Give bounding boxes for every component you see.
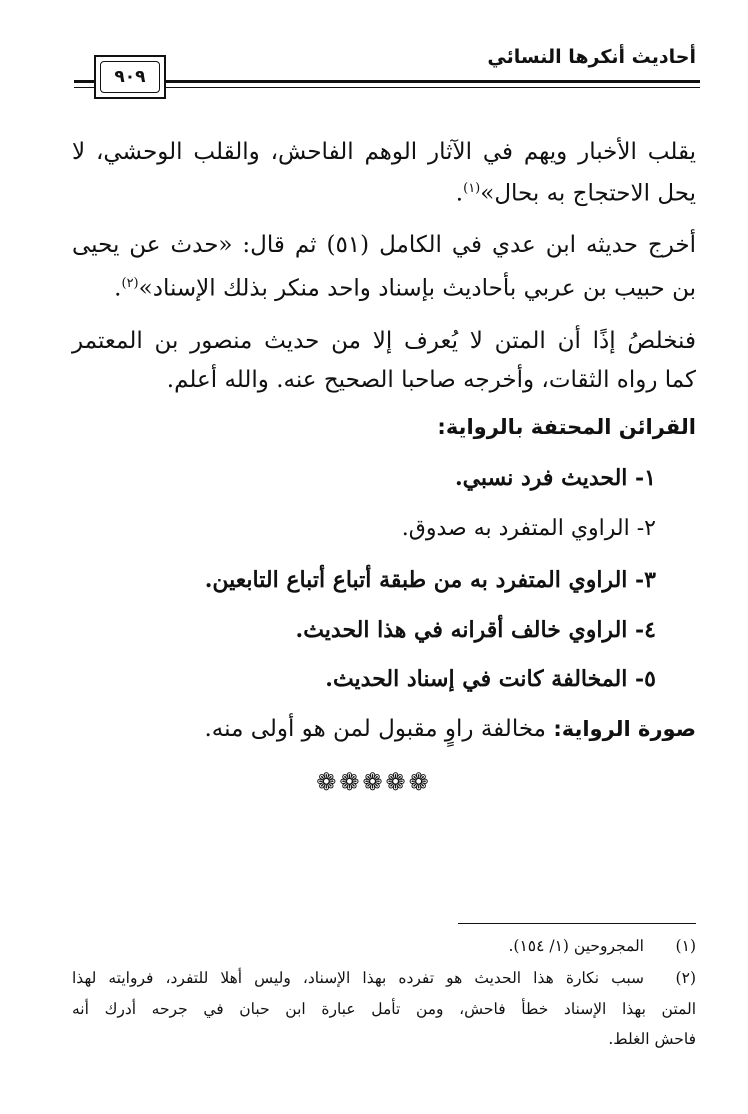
- footnote-2-line-1: سبب نكارة هذا الحديث هو تفرده بهذا الإسناد، وليس أهلا للتفرد، فروايته لهذا: [72, 969, 644, 987]
- footnote-2-line-3: فاحش الغلط.: [608, 1030, 696, 1048]
- page-number-frame: [94, 55, 166, 99]
- list-item-5: ٥- المخالفة كانت في إسناد الحديث.: [325, 666, 656, 692]
- header-rule-thick: [74, 80, 700, 83]
- section-ornament: ❁❁❁❁❁: [316, 768, 432, 796]
- footnote-2-number: (٢): [675, 969, 696, 987]
- footnote-1-number: (١): [675, 937, 696, 955]
- header-rule-thin: [74, 87, 700, 88]
- footnote-ref-1: (١): [463, 181, 481, 196]
- paragraph-2-text: بن حبيب بن عربي بأحاديث بإسناد واحد منكر بذلك الإسناد»: [138, 275, 696, 302]
- footnote-separator: [458, 923, 696, 924]
- paragraph-1-line-2: [456, 174, 696, 209]
- paragraph-2-line-1: أخرج حديثه ابن عدي في الكامل (٥١) ثم قال: «حدث عن يحيى: [72, 232, 696, 258]
- narration-form-text: مخالفة راوٍ مقبول لمن هو أولى منه.: [204, 716, 554, 742]
- paragraph-1-end: .: [455, 180, 464, 207]
- paragraph-2-end: .: [114, 275, 122, 302]
- footnote-1-line-1: المجروحين (١/ ١٥٤).: [508, 937, 644, 955]
- paragraph-3-line-2: كما رواه الثقات، وأخرجه صاحبا الصحيح عنه. والله أعلم.: [166, 367, 696, 393]
- page-number: ٩٠٩: [100, 61, 160, 93]
- list-item-4: ٤- الراوي خالف أقرانه في هذا الحديث.: [295, 617, 656, 643]
- paragraph-3-line-1: فنخلصُ إذًا أن المتن لا يُعرف إلا من حديث منصور بن المعتمر: [72, 328, 696, 354]
- paragraph-1-line-1: يقلب الأخبار ويهم في الآثار الوهم الفاحش، والقلب الوحشي، لا: [72, 139, 696, 165]
- section-heading: القرائن المحتفة بالرواية:: [437, 415, 696, 439]
- paragraph-1-text: يحل الاحتجاج به بحال»: [480, 180, 696, 207]
- narration-form-label: صورة الرواية:: [553, 717, 696, 741]
- paragraph-2-line-2: [114, 269, 696, 304]
- list-item-3: ٣- الراوي المتفرد به من طبقة أتباع أتباع التابعين.: [204, 567, 656, 593]
- narration-form: [204, 714, 696, 744]
- footnote-ref-2: (٢): [121, 276, 139, 291]
- list-item-2: ٢- الراوي المتفرد به صدوق.: [401, 516, 656, 541]
- footnote-2-line-2: المتن بهذا الإسناد خطأ فاحش، ومن تأمل عبارة ابن حبان في جرحه أدرك أنه: [72, 1000, 696, 1018]
- running-title: أحاديث أنكرها النسائي: [487, 46, 696, 68]
- list-item-1: ١- الحديث فرد نسبي.: [454, 465, 656, 491]
